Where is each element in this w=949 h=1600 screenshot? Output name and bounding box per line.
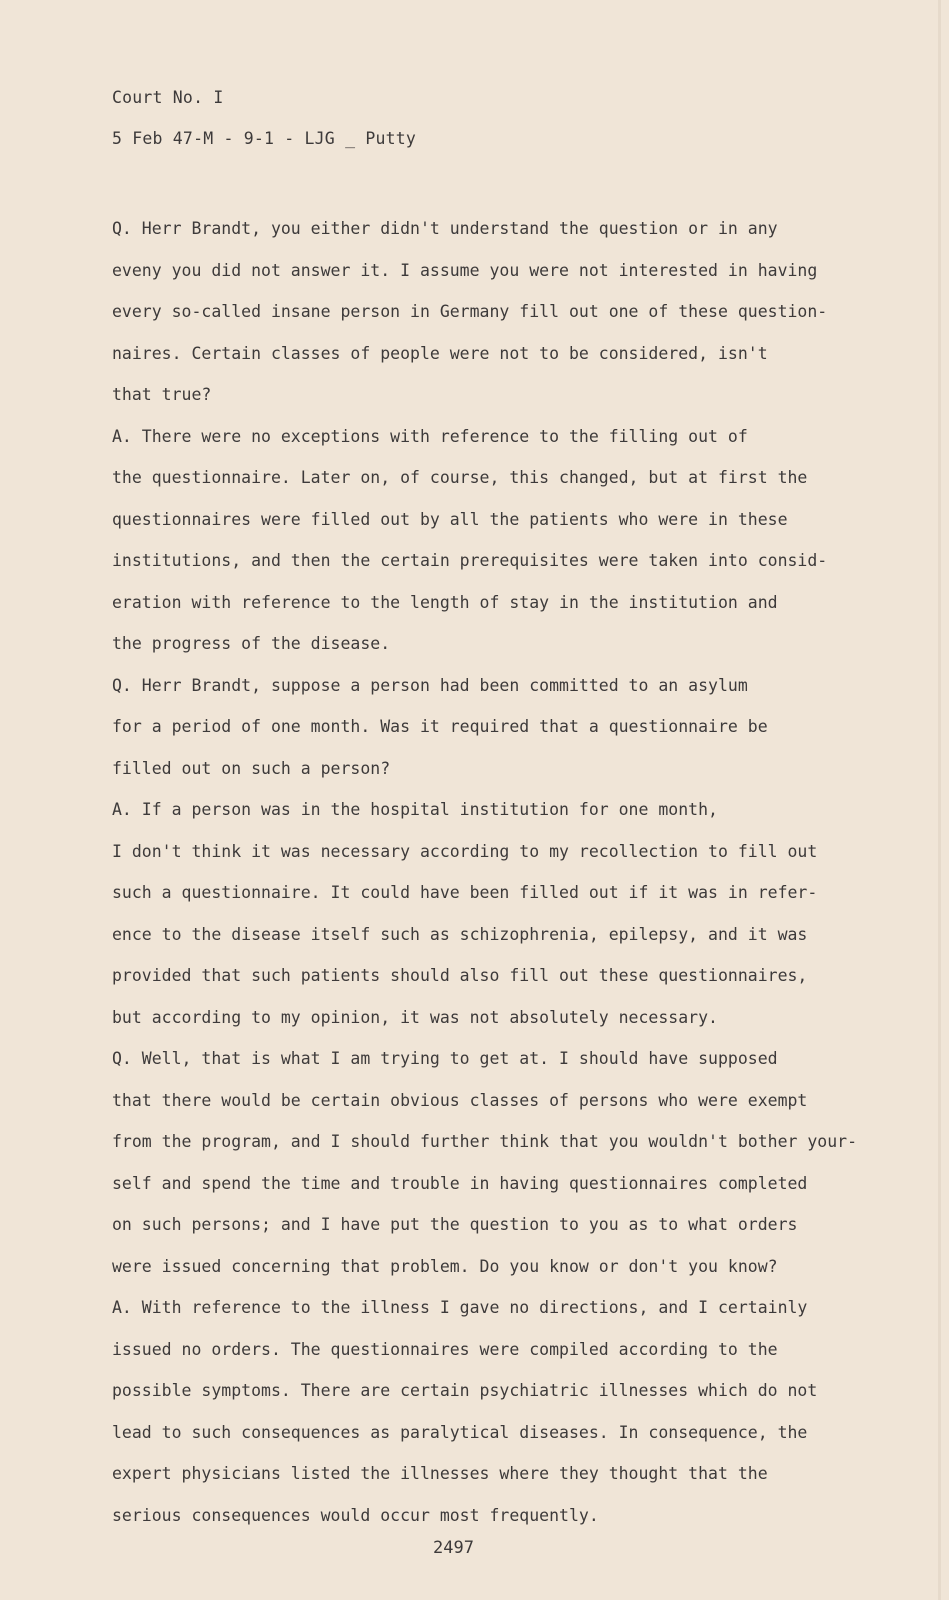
- transcript-line: possible symptoms. There are certain psychiatric illnesses which do not: [112, 1381, 818, 1400]
- transcript-line: on such persons; and I have put the question to you as to what orders: [112, 1215, 798, 1234]
- transcript-line: issued no orders. The questionnaires were compiled according to the: [112, 1339, 778, 1359]
- transcript-line: expert physicians listed the illnesses where they thought that the: [112, 1464, 768, 1483]
- transcript-line: provided that such patients should also fill out these questionnaires,: [112, 966, 808, 985]
- transcript-line: Q. Herr Brandt, suppose a person had been committed to an asylum: [112, 675, 748, 695]
- transcript-line: that true?: [112, 385, 212, 404]
- transcript-line: A. If a person was in the hospital institution for one month,: [112, 800, 718, 819]
- transcript-line: filled out on such a person?: [112, 758, 391, 778]
- court-header: Court No. I: [112, 88, 224, 107]
- page-number: 2497: [433, 1538, 474, 1558]
- transcript-line: were issued concerning that problem. Do you know or don't you know?: [112, 1256, 778, 1276]
- transcript-line: from the program, and I should further think that you wouldn't bother your-: [112, 1132, 858, 1151]
- transcript-line: Q. Well, that is what I am trying to get at. I should have supposed: [112, 1049, 778, 1068]
- transcript-line: naires. Certain classes of people were not to be considered, isn't: [112, 343, 768, 363]
- transcript-line: eveny you did not answer it. I assume you were not interested in having: [112, 260, 818, 280]
- transcript-line: I don't think it was necessary according to my recollection to fill out: [112, 841, 818, 861]
- session-header: 5 Feb 47-M - 9-1 - LJG _ Putty: [112, 129, 417, 148]
- transcript-line: such a questionnaire. It could have been filled out if it was in refer-: [112, 883, 818, 902]
- transcript-body: [112, 208, 882, 1536]
- transcript-line: institutions, and then the certain prerequisites were taken into consid-: [112, 551, 828, 570]
- transcript-line: lead to such consequences as paralytical diseases. In consequence, the: [112, 1422, 808, 1442]
- transcript-line: serious consequences would occur most frequently.: [112, 1505, 599, 1525]
- transcript-line: questionnaires were filled out by all the patients who were in these: [112, 509, 788, 529]
- transcript-line: the progress of the disease.: [112, 634, 391, 653]
- transcript-line: A. With reference to the illness I gave no directions, and I certainly: [112, 1298, 808, 1317]
- transcript-line: for a period of one month. Was it required that a questionnaire be: [112, 717, 768, 736]
- transcript-line: every so-called insane person in Germany fill out one of these question-: [112, 302, 828, 321]
- transcript-line: but according to my opinion, it was not absolutely necessary.: [112, 1007, 718, 1027]
- transcript-line: self and spend the time and trouble in having questionnaires completed: [112, 1173, 808, 1193]
- transcript-line: ence to the disease itself such as schizophrenia, epilepsy, and it was: [112, 924, 808, 944]
- transcript-line: that there would be certain obvious classes of persons who were exempt: [112, 1090, 808, 1110]
- transcript-line: the questionnaire. Later on, of course, this changed, but at first the: [112, 468, 808, 487]
- transcript-line: eration with reference to the length of stay in the institution and: [112, 592, 778, 612]
- transcript-line: A. There were no exceptions with reference to the filling out of: [112, 426, 748, 446]
- transcript-line: Q. Herr Brandt, you either didn't understand the question or in any: [112, 219, 778, 238]
